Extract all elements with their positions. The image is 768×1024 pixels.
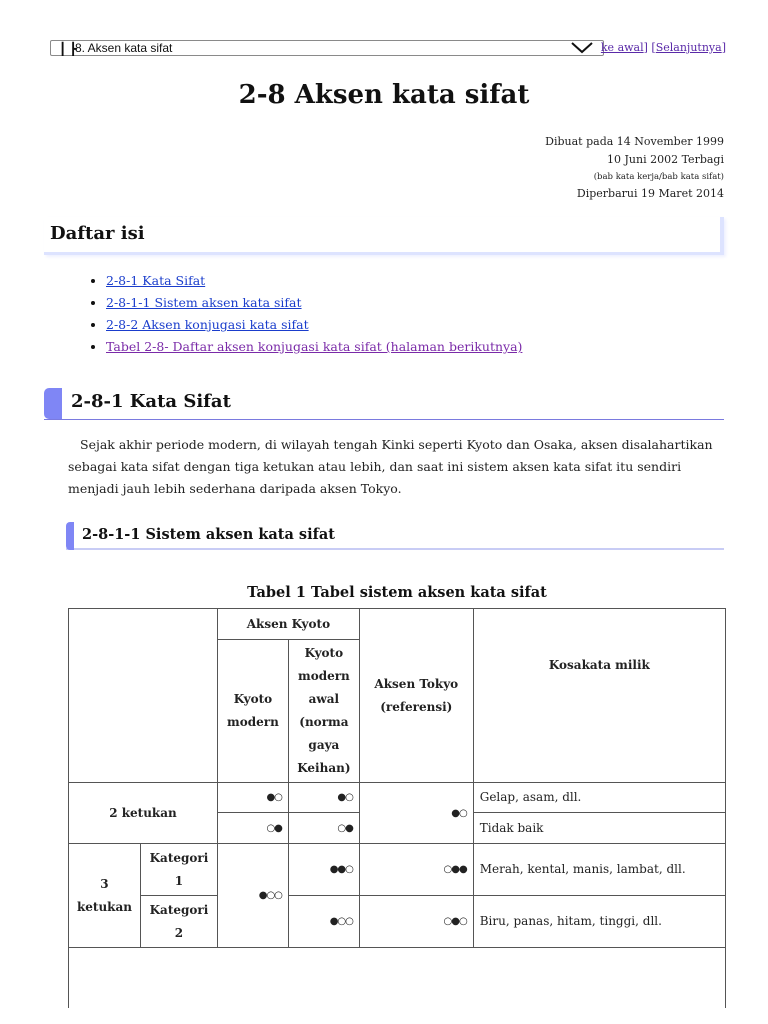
toc-item xyxy=(106,314,522,336)
table-row xyxy=(69,783,726,813)
table-row xyxy=(69,844,726,896)
row-label-kategori-2: Kategori 2 xyxy=(140,896,217,948)
heading-accent-bar xyxy=(66,522,74,550)
cell-vocab: Biru, panas, hitam, tinggi, dll. xyxy=(473,896,725,948)
table-of-contents xyxy=(88,270,522,358)
created-date: Dibuat pada 14 November 1999 xyxy=(545,135,724,148)
split-note: (bab kata kerja/bab kata sifat) xyxy=(593,172,724,182)
link-to-start[interactable]: ke awal xyxy=(600,41,644,54)
cell-accent: ○●○ xyxy=(359,896,473,948)
section-title: 2-8-1 Kata Sifat xyxy=(71,391,231,412)
section-heading-kata-sifat xyxy=(44,388,724,420)
date-info xyxy=(545,133,724,203)
page-title: 2-8 Aksen kata sifat xyxy=(238,80,530,110)
nav-links: ke awal] [Selanjutnya] xyxy=(600,41,726,54)
accent-system-table xyxy=(68,608,726,1008)
cell-accent: ●○ xyxy=(359,783,473,844)
toc-title: Daftar isi xyxy=(50,223,145,244)
header-kyoto-modern-awal: Kyoto modern awal (norma gaya Keihan) xyxy=(288,640,359,783)
table-caption: Tabel 1 Tabel sistem aksen kata sifat xyxy=(247,584,547,601)
chapter-select-value: 8. Aksen kata sifat xyxy=(75,41,173,55)
cell-vocab: Tidak baik xyxy=(473,813,725,844)
toc-heading xyxy=(44,217,724,255)
subsection-heading-sistem-aksen xyxy=(66,522,724,550)
row-label-kategori-1: Kategori 1 xyxy=(140,844,217,896)
toc-item xyxy=(106,336,522,358)
cell-vocab: Gelap, asam, dll. xyxy=(473,783,725,813)
cell-accent: ●○ xyxy=(288,783,359,813)
toc-link-kata-sifat[interactable]: 2-8-1 Kata Sifat xyxy=(106,273,206,288)
chapter-select[interactable] xyxy=(50,40,604,56)
table-row xyxy=(69,609,726,640)
table-row xyxy=(69,896,726,948)
section-paragraph: Sejak akhir periode modern, di wilayah tengah Kinki seperti Kyoto dan Osaka, aksen disalahartikan sebagai kata sifat dengan tiga ketukan atau lebih, dan saat ini sistem aksen kata sifat itu sendiri menjadi jauh lebih sederhana daripada aksen Tokyo. xyxy=(68,437,713,496)
split-date: 10 Juni 2002 Terbagi xyxy=(607,153,724,166)
row-label-2-ketukan: 2 ketukan xyxy=(69,783,218,844)
cell-accent: ●○○ xyxy=(288,896,359,948)
cell-accent: ○● xyxy=(288,813,359,844)
row-label-3-ketukan: 3 ketukan xyxy=(69,844,141,948)
table-continuation-cell xyxy=(69,948,726,1008)
cell-accent: ●○ xyxy=(217,783,288,813)
toc-link-tabel-daftar[interactable]: Tabel 2-8- Daftar aksen konjugasi kata sifat (halaman berikutnya) xyxy=(106,339,523,354)
cell-vocab: Merah, kental, manis, lambat, dll. xyxy=(473,844,725,896)
cell-accent: ○●● xyxy=(359,844,473,896)
top-navigation xyxy=(50,40,726,58)
cell-accent: ●●○ xyxy=(288,844,359,896)
chevron-down-icon[interactable] xyxy=(571,42,593,57)
toc-link-sistem-aksen[interactable]: 2-8-1-1 Sistem aksen kata sifat xyxy=(106,295,302,310)
toc-item xyxy=(106,270,522,292)
cell-accent: ○● xyxy=(217,813,288,844)
header-aksen-tokyo: Aksen Tokyo (referensi) xyxy=(359,609,473,783)
subsection-title: 2-8-1-1 Sistem aksen kata sifat xyxy=(82,526,335,543)
table-corner-cell xyxy=(69,609,218,783)
link-next[interactable]: Selanjutnya xyxy=(655,41,722,54)
toc-item xyxy=(106,292,522,314)
tree-branch-icon: ┃ ┣ xyxy=(59,42,77,56)
header-kyoto-modern: Kyoto modern xyxy=(217,640,288,783)
cell-accent: ●○○ xyxy=(217,844,288,948)
toc-link-aksen-konjugasi[interactable]: 2-8-2 Aksen konjugasi kata sifat xyxy=(106,317,309,332)
updated-date: Diperbarui 19 Maret 2014 xyxy=(576,187,724,200)
heading-accent-bar xyxy=(44,388,62,419)
header-aksen-kyoto: Aksen Kyoto xyxy=(217,609,359,640)
header-kosakata: Kosakata milik xyxy=(473,609,725,783)
table-row xyxy=(69,948,726,1008)
